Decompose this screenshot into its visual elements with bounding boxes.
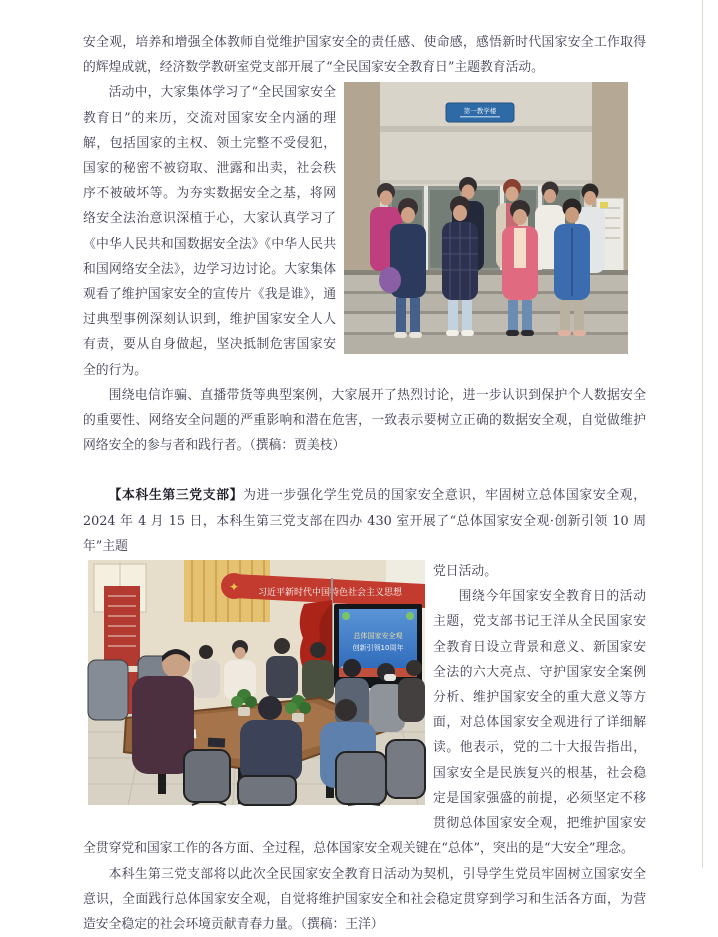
section2-heading: 【本科生第三党支部】: [109, 488, 244, 503]
svg-text:✦: ✦: [229, 580, 239, 594]
para-discussion: 围绕电信诈骗、直播带货等典型案例，大家展开了热烈讨论，进一步认识到保护个人数据安全的重要性、网络安全问题的严重影响和潜在危害，一致表示要树立正确的数据安全观，自觉做维护网络安全的参与者和践行者。（撰稿：贾美枝）: [83, 383, 646, 459]
people-right-side: [335, 659, 425, 732]
screen-title-line1: 总体国家安全观: [354, 631, 403, 640]
photo-group-outside-building: [344, 82, 628, 354]
building-sign-text: 第一教学楼: [464, 106, 497, 115]
wall-banner-text: 习近平新时代中国特色社会主义思想: [258, 586, 403, 598]
para-activity: 活动中，大家集体学习了“全民国家安全教育日”的来历，交流对国家安全内涵的理解，包括国家的主权、领土完整不受侵犯，国家的秘密不被窃取、泄露和出卖，社会秩序不被破坏等。为夯实数据安全之基，将网络安全法治意识深植于心，大家认真学习了《中华人民共和国数据安全法》《中华人民共和国网络安全法》，边学习边讨论。大家集体观看了维护国家安全的宣传片《我是谁》，通过典型事例深刻认识到，维护国家安全人人有责，要从自身做起，坚决抵制危害国家安全的行为。: [83, 80, 646, 382]
building-sign: [446, 103, 514, 122]
document-body: [83, 30, 646, 937]
para-branch-intro-text: 为进一步强化学生党员的国家安全意识，牢固树立总体国家安全观，2024 年 4 月 15 日，本科生第三党支部在四办 430 室开展了“总体国家安全观·创新引领 10 周年”主题: [83, 488, 646, 553]
screen-title-line2: 创新引领10周年: [353, 643, 404, 652]
section-gap: [83, 458, 646, 483]
para-intro: 安全观，培养和增强全体教师自觉维护国家安全的责任感、使命感，感悟新时代国家安全工作取得的辉煌成就，经济数学教研室党支部开展了“全民国家安全教育日”主题教育活动。: [83, 30, 646, 80]
para-interpretation: 围绕今年国家安全教育日的活动主题，党支部书记王洋从全民国家安全教育日设立背景和意义、新国家安全法的六大亮点、守护国家安全案例分析、维护国家安全的重大意义等方面，对总体国家安全观进行了详细解读。他表示，党的二十大报告指出，国家安全是民族复兴的根基，社会稳定是国家强盛的前提，必须坚定不移贯彻总体国家安全观，把维护国家安全贯穿党和国家工作的各方面、全过程，总体国家安全观关键在“总体”，突出的是“大安全”理念。: [83, 584, 646, 861]
photo-meeting-room: [88, 560, 425, 805]
para-closing: 本科生第三党支部将以此次全民国家安全教育日活动为契机，引导学生党员牢固树立国家安全意识，全面践行总体国家安全观，自觉将维护国家安全和社会稳定贯穿到学习和生活各方面，为营造安全稳定的社会环境贡献青春力量。（撰稿：王洋）: [83, 862, 646, 937]
page-edge: [702, 0, 703, 868]
para-branch-tail: 党日活动。: [83, 559, 646, 584]
para-branch-intro: [83, 483, 646, 559]
